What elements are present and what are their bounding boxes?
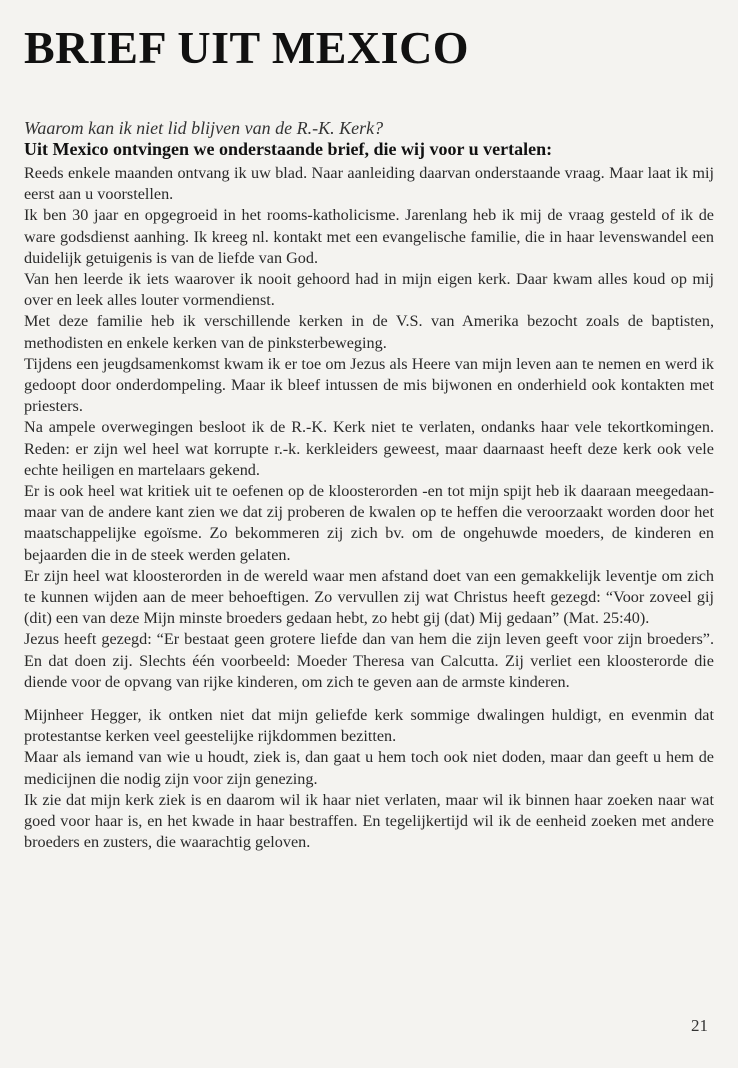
paragraph: Er zijn heel wat kloosterorden in de wereld waar men afstand doet van een gemakkelijk leventje om zich te kunnen wijden aan de meer behoeftigen. Zo vervullen zij wat Christus heeft gezegd: “Voor zoveel gij (dit) een van deze Mijn minste broeders gedaan hebt, zo hebt gij (dat) Mij gedaan” (Mat. 25:40). xyxy=(24,566,714,628)
paragraph: Reeds enkele maanden ontvang ik uw blad. Naar aanleiding daarvan onderstaande vraag. Maar laat ik mij eerst aan u voorstellen. xyxy=(24,164,714,204)
article-title: BRIEF UIT MEXICO xyxy=(24,22,470,73)
paragraph: Tijdens een jeugdsamenkomst kwam ik er toe om Jezus als Heere van mijn leven aan te nemen en werd ik gedoopt door onderdompeling. Maar ik bleef intussen de mis bijwonen en onderhield ook kontakten met priesters. xyxy=(24,354,714,416)
paragraph: Mijnheer Hegger, ik ontken niet dat mijn geliefde kerk sommige dwalingen huldigt, en evenmin dat protestantse kerken veel geestelijke rijkdommen bezitten. xyxy=(24,706,714,746)
paragraph: Van hen leerde ik iets waarover ik nooit gehoord had in mijn eigen kerk. Daar kwam alles koud op mij over en leek alles louter vormendienst. xyxy=(24,270,714,310)
paragraph: Ik zie dat mijn kerk ziek is en daarom wil ik haar niet verlaten, maar wil ik binnen haar zoeken naar wat goed voor haar is, en het kwade in haar bestraffen. En tegelijkertijd wil ik de eenheid zoeken met andere broeders en zusters, die waarachtig geloven. xyxy=(24,790,714,852)
paragraph: Maar als iemand van wie u houdt, ziek is, dan gaat u hem toch ook niet doden, maar dan geeft u hem de medicijnen die nodig zijn voor zijn genezing. xyxy=(24,748,714,788)
paragraph: Ik ben 30 jaar en opgegroeid in het rooms-katholicisme. Jarenlang heb ik mij de vraag gesteld of ik de ware godsdienst aanhing. Ik kreeg nl. kontakt met een evangelische familie, die in haar levenswandel een duidelijk getuigenis is van de liefde van God. xyxy=(24,206,714,267)
paragraph: Na ampele overwegingen besloot ik de R.-K. Kerk niet te verlaten, ondanks haar vele tekortkomingen. Reden: er zijn wel heel wat korrupte r.-k. kerkleiders geweest, maar daarnaast heeft deze kerk ook vele echte heiligen en martelaars gekend. xyxy=(24,418,714,479)
article-subtitle: Waarom kan ik niet lid blijven van de R.-K. Kerk? xyxy=(24,118,384,138)
paragraph: Met deze familie heb ik verschillende kerken in de V.S. van Amerika bezocht zoals de baptisten, methodisten en enkele kerken van de pinksterbeweging. xyxy=(24,312,714,352)
article-body xyxy=(24,163,714,854)
paragraph: Er is ook heel wat kritiek uit te oefenen op de kloosterorden -en tot mijn spijt heb ik daaraan meegedaan- maar van de andere kant zien we dat zij proberen de kwalen op te heffen die veroorzaakt worden door het maatschappelijke egoïsme. Zo bekommeren zij zich bv. om de ongehuwde moeders, de kinderen en bejaarden die in de steek werden gelaten. xyxy=(24,482,714,564)
paragraph: Jezus heeft gezegd: “Er bestaat geen grotere liefde dan van hem die zijn leven geeft voor zijn broeders”. En dat doen zij. Slechts één voorbeeld: Moeder Theresa van Calcutta. Zij verliet een kloosterorde die diende voor de opvang van rijke kinderen, om zich te geven aan de armste kinderen. xyxy=(24,630,714,691)
page-number: 21 xyxy=(691,1016,708,1035)
article-lead: Uit Mexico ontvingen we onderstaande brief, die wij voor u vertalen: xyxy=(24,139,553,159)
